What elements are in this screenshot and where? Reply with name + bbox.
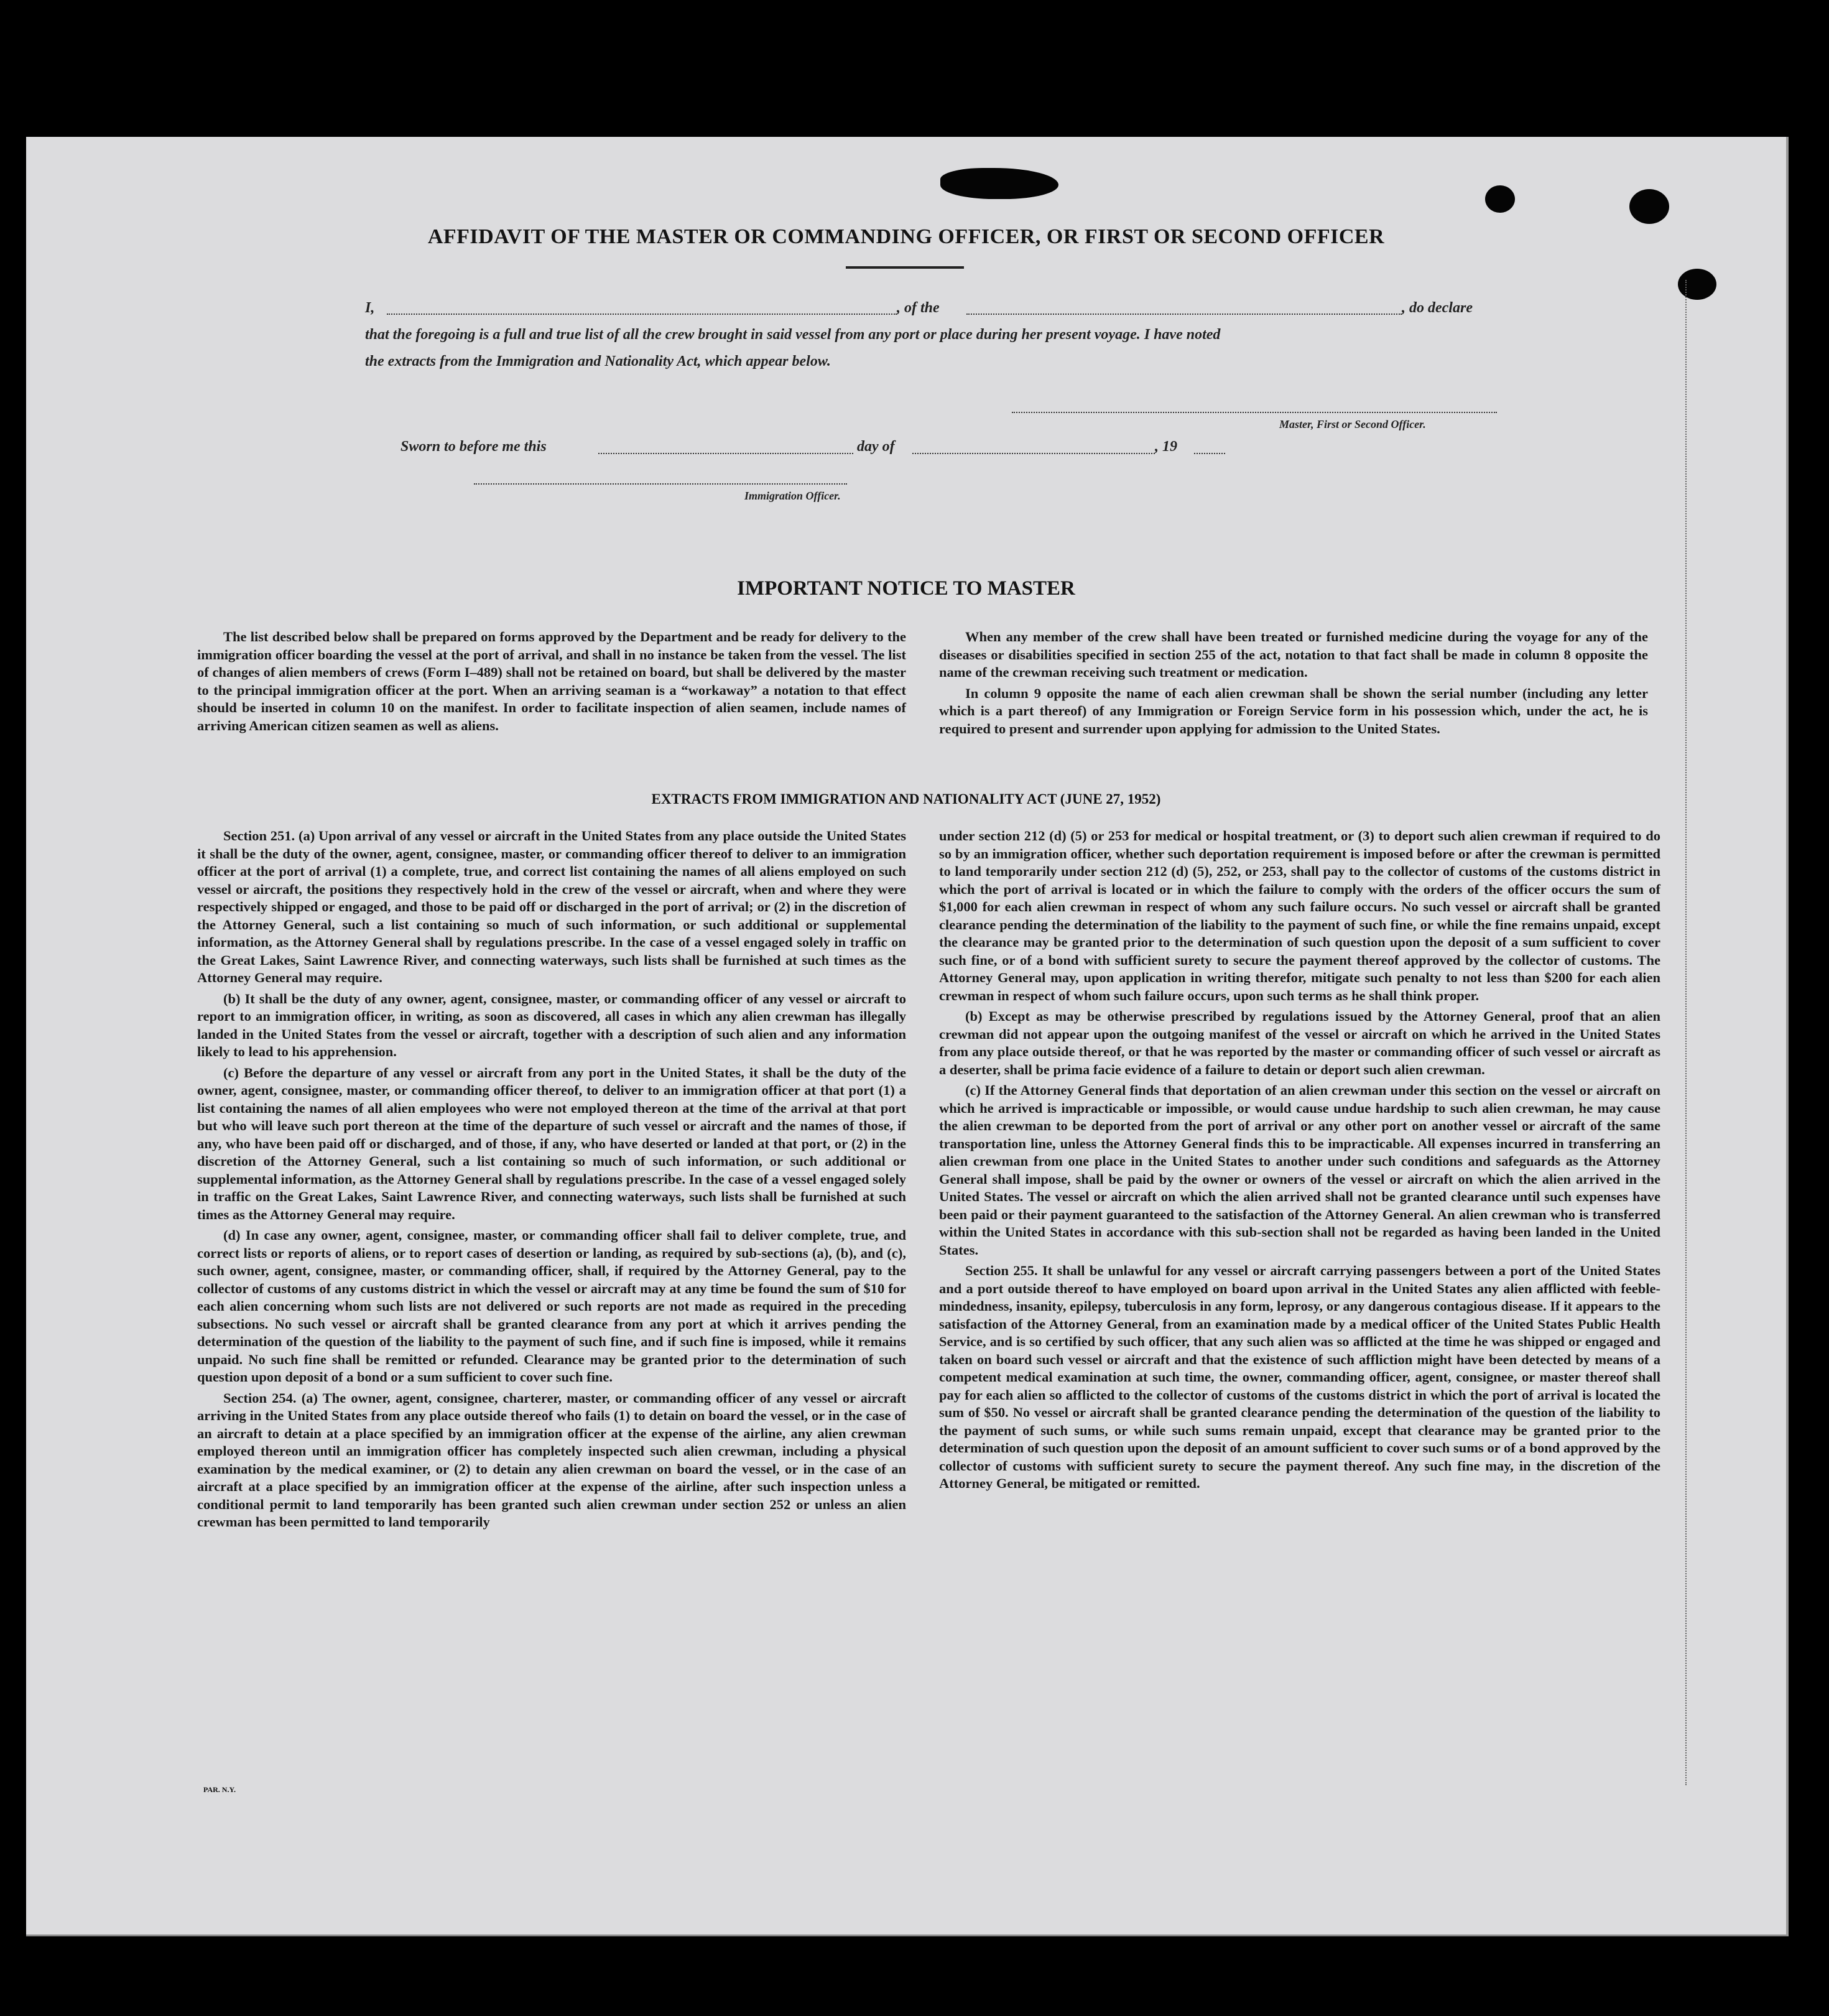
immigration-officer-label: Immigration Officer. xyxy=(744,490,841,502)
extracts-right-column xyxy=(939,827,1660,1496)
extract-paragraph: under section 212 (d) (5) or 253 for medical or hospital treatment, or (3) to deport such alien crewman if required to do so by an immigration officer, whether such deportation requirement is imposed before or after the crewman is permitted to land temporarily under section 212 (d) (5), 252, or 253, shall pay to the collector of customs of the customs district in which the port of arrival is located or in which the failure to comply with the orders of the officer occurs the sum of $1,000 for each alien crewman in respect of whom any such failure occurs. No such vessel or aircraft shall be granted clearance pending the determination of the liability to the payment of such fine, or while the fine remains unpaid, except the clearance may be granted prior to the determination of such question upon the deposit of a sum sufficient to cover such fine, or of a bond with sufficient surety to secure the payment thereof approved by the collector of customs. The Attorney General may, upon application in writing therefor, mitigate such penalty to not less than $200 for each alien crewman in respect of whom such failure occurs, upon such terms as he shall think proper. xyxy=(939,828,1660,1003)
punch-hole xyxy=(1678,269,1716,300)
vessel-field[interactable] xyxy=(966,314,1402,315)
extract-paragraph: (c) If the Attorney General finds that deportation of an alien crewman under this section on the vessel or aircraft on which he arrived is impracticable or impossible, or would cause undue hardship to such alien crewman, he may cause the alien crewman to be deported from the port of arrival or any other port on another vessel or aircraft of the same transportation line, unless the Attorney General finds this to be impracticable. All expenses incurred in transferring an alien crewman from one place in the United States to another under such conditions and safeguards as the Attorney General shall impose, shall be paid by the owner or owners of the vessel or aircraft on which the alien arrived in the United States. The vessel or aircraft on which the alien arrived shall not be granted clearance until such expenses have been paid or their payment guaranteed to the satisfaction of the Attorney General. An alien crewman who is transferred within the United States in accordance with this sub-section shall not be regarded as having been landed in the United States. xyxy=(939,1082,1660,1258)
sworn-label: Sworn to before me this xyxy=(401,439,547,455)
year-label: , 19 xyxy=(1155,439,1177,455)
of-the-label: , of the xyxy=(897,300,940,316)
notice-paragraph: In column 9 opposite the name of each alien crewman shall be shown the serial number (including any letter which is a part thereof) of any Immigration or Foreign Service form in his possession which, under the act, he is required to present and surrender upon applying for admission to the United States. xyxy=(939,685,1648,736)
extract-paragraph: (b) It shall be the duty of any owner, agent, consignee, master, or commanding officer of any vessel or aircraft to report to an immigration officer, in writing, as soon as discovered, all cases in which any alien crewman has illegally landed in the United States from the vessel or aircraft, together with a description of such alien and any information likely to lead to his apprehension. xyxy=(197,990,906,1059)
punch-hole xyxy=(1485,185,1515,213)
extracts-left-column xyxy=(197,827,906,1535)
notice-right-column xyxy=(939,628,1648,741)
extract-paragraph: (b) Except as may be otherwise prescribed by regulations issued by the Attorney General, proof that an alien crewman did not appear upon the outgoing manifest of the vessel or aircraft on which he arrived in the United States from any place outside thereof, or that he was reported by the master or commanding officer of such vessel or aircraft as a deserter, shall be prima facie evidence of a failure to detain or deport such alien crewman. xyxy=(939,1008,1660,1077)
notice-paragraph: The list described below shall be prepared on forms approved by the Department and be ready for delivery to the immigration officer boarding the vessel at the port of arrival, and shall in no instance be taken from the vessel. The list of changes of alien members of crews (Form I–489) shall not be retained on board, but shall be delivered by the master to the principal immigration officer at the port. When an arriving seaman is a “workaway” a notation to that effect should be inserted in column 10 on the manifest. In order to facilitate inspection of alien seamen, include names of arriving American citizen seamen as well as aliens. xyxy=(197,629,906,733)
extract-paragraph: Section 251. (a) Upon arrival of any vessel or aircraft in the United States from any place outside the United States it shall be the duty of the owner, agent, consignee, master, or commanding officer thereof to deliver to an immigration officer at the port of arrival (1) a complete, true, and correct list containing the names of all aliens employed on such vessel or aircraft, the positions they respectively hold in the crew of the vessel or aircraft, when and where they were respectively shipped or engaged, and those to be paid off or discharged in the port of arrival; or (2) in the discretion of the Attorney General, such a list containing so much of such information, or such additional or supplemental information, as the Attorney General shall by regulations prescribe. In the case of a vessel engaged solely in traffic on the Great Lakes, Saint Lawrence River, and connecting waterways, such lists shall be furnished at such times as the Attorney General may require. xyxy=(197,828,906,985)
affidavit-line-2: that the foregoing is a full and true list of all the crew brought in said vessel from any port or place during her present voyage. I have noted xyxy=(365,327,1221,343)
printer-mark: PAR. N.Y. xyxy=(203,1785,236,1794)
sworn-month-field[interactable] xyxy=(912,453,1155,454)
sworn-day-field[interactable] xyxy=(598,453,853,454)
day-of-label: day of xyxy=(857,439,895,455)
notice-title: IMPORTANT NOTICE TO MASTER xyxy=(737,577,1075,600)
page-fold-line xyxy=(1685,280,1687,1785)
name-field[interactable] xyxy=(387,314,897,315)
year-field[interactable] xyxy=(1194,453,1225,454)
immigration-officer-signature-field[interactable] xyxy=(474,483,847,485)
master-signature-label: Master, First or Second Officer. xyxy=(1279,418,1426,430)
extract-paragraph: (d) In case any owner, agent, consignee, master, or commanding officer shall fail to deliver complete, true, and correct lists or reports of aliens, or to report cases of desertion or landing, as required by sub-sections (a), (b), and (c), such owner, agent, consignee, master, or commanding officer, shall, if required by the Attorney General, pay to the collector of customs of any customs district in which the vessel or aircraft may at any time be found the sum of $10 for each alien concerning whom such lists are not delivered or such reports are not made as required in the preceding subsections. No such vessel or aircraft shall be granted clearance from any port at which it arrives pending the determination of the question of the liability to the payment of such fine, and if such fine is imposed, while it remains unpaid. No such fine shall be remitted or refunded. Clearance may be granted prior to the determination of such question upon deposit of a bond or a sum sufficient to cover such fine. xyxy=(197,1227,906,1385)
title-rule xyxy=(846,266,964,269)
master-signature-field[interactable] xyxy=(1012,412,1497,413)
affidavit-title: AFFIDAVIT OF THE MASTER OR COMMANDING OFFICER, OR FIRST OR SECOND OFFICER xyxy=(427,225,1385,248)
extract-paragraph: (c) Before the departure of any vessel or aircraft from any port in the United States, it shall be the duty of the owner, agent, consignee, master, or commanding officer thereof, to deliver to an immigration officer at that port (1) a list containing the names of all alien employees who were not employed thereon at the time of the arrival at that port but who will leave such port thereon at the time of the departure of such vessel or aircraft and the names of those, if any, who have been paid off or discharged, and of those, if any, who have deserted or landed at that port, or (2) in the discretion of the Attorney General, such a list containing so much of such information, or such additional or supplemental information, as the Attorney General shall by regulations prescribe. In the case of a vessel engaged solely in traffic on the Great Lakes, Saint Lawrence River, and connecting waterways, such lists shall be furnished at such times as the Attorney General may require. xyxy=(197,1064,906,1222)
affidavit-i-label: I, xyxy=(365,300,375,316)
extracts-title: EXTRACTS FROM IMMIGRATION AND NATIONALITY ACT (JUNE 27, 1952) xyxy=(651,791,1161,807)
punch-hole xyxy=(1629,189,1669,224)
notice-paragraph: When any member of the crew shall have been treated or furnished medicine during the voyage for any of the diseases or disabilities specified in section 255 of the act, notation to that fact shall be made in column 8 opposite the name of the crewman receiving such treatment or medication. xyxy=(939,629,1648,680)
do-declare-label: , do declare xyxy=(1402,300,1473,316)
extract-paragraph: Section 255. It shall be unlawful for any vessel or aircraft carrying passengers between a port of the United States and a port outside thereof to have employed on board upon arrival in the United States any alien afflicted with feeble-mindedness, insanity, epilepsy, tuberculosis in any form, leprosy, or any dangerous contagious disease. If it appears to the satisfaction of the Attorney General, from an examination made by a medical officer of the United States Public Health Service, and is so certified by such officer, that any such alien was so afflicted at the time he was shipped or engaged and taken on board such vessel or aircraft and that the existence of such affliction might have been detected by means of a competent medical examination at such time, the owner, commanding officer, agent, consignee, or master thereof shall pay for each alien so afflicted to the collector of customs of the customs district in which the port of arrival is located the sum of $50. No vessel or aircraft shall be granted clearance pending the determination of the question of the liability to the payment of such sums, or while such sums remain unpaid, except that clearance may be granted prior to the determination of such question upon the deposit of an amount sufficient to cover such sums or of a bond approved by the collector of customs with sufficient surety to secure the payment thereof. Any such fine may, in the discretion of the Attorney General, be mitigated or remitted. xyxy=(939,1263,1660,1491)
document-sheet xyxy=(26,137,1789,1936)
affidavit-line-3: the extracts from the Immigration and Nationality Act, which appear below. xyxy=(365,353,831,369)
notice-left-column xyxy=(197,628,906,738)
extract-paragraph: Section 254. (a) The owner, agent, consignee, charterer, master, or commanding officer of any vessel or aircraft arriving in the United States from any place outside thereof who fails (1) to detain on board the vessel, or in the case of an aircraft to detain at a place specified by an immigration officer at the expense of the airline, any alien crewman employed thereon until an immigration officer has completely inspected such alien crewman, including a physical examination by the medical examiner, or (2) to detain any alien crewman on board the vessel, or in the case of an aircraft at a place specified by an immigration officer at the expense of the airline, after such inspection unless a conditional permit to land temporarily has been granted such alien crewman under section 252 or unless an alien crewman has been permitted to land temporarily xyxy=(197,1390,906,1530)
ink-stain xyxy=(940,168,1058,199)
